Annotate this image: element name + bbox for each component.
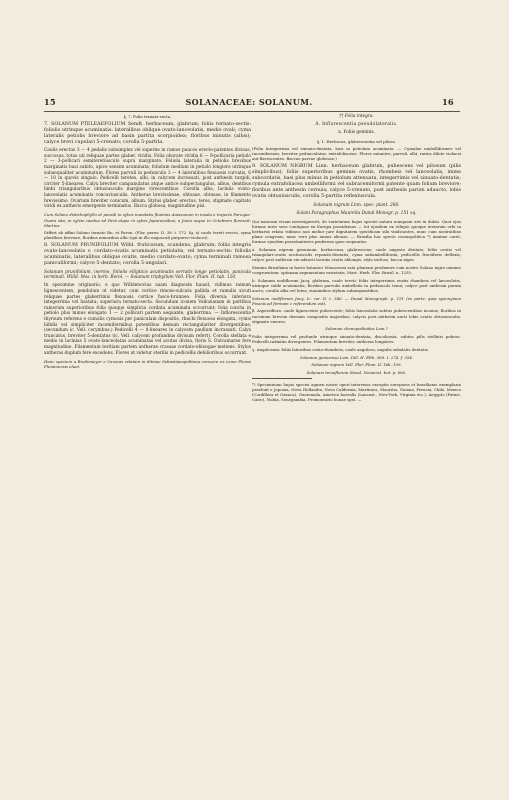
right-column-paragraph: a. Solanum nigrum genuinum: herbaceum, glabrescens; caule anguste dentato; foliis ovatis vel triangulari-ovatis acutiusculis repando-dentatis; cyma subumbelliformi, pedicellis fructiferis deflexis; calyce post anthesin vix adaucti laciniis ovatis oblongis; stylo incluso, bacca nigra. — [252, 247, 461, 263]
right-column-paragraph: Semina Brasiliana in horto botanico Monacensi sata plantam produxere cum nostro Solano nigro omnino congruentem: optimam argumentum varietatis. Mart. Herb. Flor. Brasil. n. 1255. — [252, 265, 461, 276]
right-column-paragraph: 9. SOLANUM NIGRUM Linn. herbaceum glabrum, pubescens vel pilosum (pilis simplicibus); foliis superioribus geminis ovatis, rhombeis vel lanceolatis, imme subcordatis, basi plus minus in petiolum attenuata, integerrimis vel sinuato-dentatis; cymula extrafoliacea umbelliformi vel subracemiformi patente quam folium breviore; floribus ante anthesin cernuis; calyce 5-crenato, post anthesin parum adaucto, lobis ovatis obtusiusculis, corolla 5-partita reflexiuscula. — [252, 164, 461, 200]
page-number-right: 16 — [442, 97, 454, 107]
right-column — [252, 114, 461, 405]
running-title: SOLANACEAE: SOLANUM. — [185, 97, 313, 107]
left-column-paragraph: Cum Solano distichophyllo et pensili in sylvis inundatis fluminis Amazonum in insula e trajecto Paroque-Guara sita; in sylvis caedua ad Pará atque in sylvis Japurensibus; a Junio usque in Octobrem florescit: Martius. — [44, 212, 251, 228]
right-column-paragraph: §. 1. Herbacea, glabrescentia vel pilosa. — [317, 138, 396, 144]
right-column-paragraph: γ. Angulosum: foliis latioribus ovato-rhombeis; caule anguloso, angulis subalatis dentatis. — [252, 346, 429, 352]
left-column — [44, 114, 251, 372]
left-column-paragraph: In specimine originario, e quo Willdenovius suam diagnosin hausit, vidimus ramum lignescentem, pendulum ut videtur, cum cortice rimoso-sulcata pallida et ramulis sicuti reliquae partes glaberrimis flexuosis cortice fusco-brunneo. Folia diversa: inferiora integerrima vel hastata; superiora ternato-secta. Secundum iconem Vellozianam in partibus ramorum superioribus folia quoque simplicia cordata acuminata occurrunt; folia concta in petiolo plus minus elongato 1 — 2 pollicari partem aequante, glaberrima. — Inflorescentia thyrsum referens e cumulis cymosis per paniculam dispositis, rhachi flexuosa elongata, cymis bifidis vel simpliciter racemiformibus potentibus demum rectangulariter divergentibus; (secundum ic. Vell. corymbus.) Pedicelli 4 — 8-lineares in calycem paullum incrassati. Calyx truncatus, breviter 5-dentatus (ic. Vell. calycem profundius divisum refert). Corolla stellata e medio in lacinias 5 ovato-lanceolatas acuminatas vel acutas divisa, floris S. Dulcamarae fere magnitudine. Filamentum teritiam partem antherae crassae cordato-oblongae metiens. Stylus antheras duplum fere excedens. Flores ut videtur sterilis in pedicellis debilioribus occurrunt. — [44, 283, 251, 356]
left-column-paragraph: Solanum prunifolium, inerme, foliolis ellipticis acuminatis serratis longe petiolatis, panicula terminali. Willd. Mss. in herb. Berol. — Solanum triphyllum Vell. Flor. Flum. II. tab. 120. — [44, 269, 251, 281]
left-column-paragraph: §. 7. Folia ternato-secta. — [123, 114, 172, 119]
running-header — [44, 97, 454, 111]
right-column-paragraph: b. Solanum nodiflorum Jacq. glabrum, caule tereti; foliis integerrimis ovatis rhombeis vel lanceolatis, utrinque valde acuminatis; floribus parvulis umbellatis in pedunculo tenui; calyce post anthesin parum aucto; corolla alba vel lutea, staminibus stylum subaequantibus. — [252, 277, 461, 293]
right-column-paragraph: Solanum chenopodioides Lam.? — [325, 326, 388, 332]
right-column-paragraph: Solanum guineense Lam. Dill. H. Elth. 369. t. 274. f. 354. — [299, 354, 414, 360]
footnote-rule — [252, 378, 312, 379]
right-column-paragraph: Solanum nodiflorum Jacq. Ic. rar. II. t. 346. — Dunal Monograph. p. 151 (ex parte, quia synonymon Pisonis ad formam c referendum est). — [252, 295, 461, 306]
right-column-paragraph: β. Aspersiflora: caule lignescente pubescente; foliis lanceolatis subtus pubescentibus incanis; floribus in racemum brevem densum compositis majoribus, calycis post anthesin aucti lobis ovatis obtusiusculis, stigmate emerso. — [252, 308, 461, 324]
right-column-paragraph: Solanum nigrum Linn. spec. plant. 266. — [313, 202, 400, 208]
left-column-paragraph: Differt ab affini Solano ternato Ru. et Pavon. (Flor. peruv. II. 38. t. 172. fg. a) caule tereti erecto, cyma pluriflora breviore, floribus minoribus albo (qui in illo majusculi purpureo-violacei). — [44, 230, 251, 241]
header-rule — [44, 111, 460, 112]
right-column-paragraph: Qui naturam vivam investigaverit, de varietatum hujus speciei natura nunquam erit in dubio. Quot ejus formae inter sese contiguae ex Europa possidemus — tot ejusdem ex reliquo quoque terrarum orbi in herbariis relata vidimus non melior jure dignitatem specificam sibi vindicantes, nunc cum nostratibus plane congruas, nunc vero plus minus alienas. — Brasilia hac specie cosmopolitica *) minime caret, formae ejusdem praestantiores proferens quae sequuntur. — [252, 219, 461, 245]
left-column-paragraph: Caulis erectus 3 — 4 pedalis subsimplex vel superne in ramos paucos erecto-patentes divisus, succosus, totus uti reliquae partes glaber, viridis. Folia oborate viridia 6 — 9-pollicaria petiolo 2 — 3-pollicari semiteretiusculo supra marginato. Foliola lateralia in petiolis brevibus marginatis basi subito, apice sensim acuminata; foliolum medium in petiolo longiore utrinque subaequaliter acuminatum. Flores parvuli in pedunculo 3 — 4 lateralibus flexuosis curvatis, 6 — 10 in quovis singulo. Pedicelli teretes, albi, in calycem incrassati, post anthesin turgidi, circiter 5-lineares. Calyx breviter campanulatus atque antice subpectangulus, albus, dentibus limbi triangularibus obtusiusculis margine virescentibus. Corolla alba, laciniis ovato-lanceolatis acuminatis concaviusculis. Antherae brevissimae, obtusae, obtusae, in filamento brevissimo. Ovarium breviter conicum, album. Stylus glaber, erectus, teres, stigmate capitato viridi ex antheris emergente terminatus. Bacca globosa, magnitudine pisi. — [44, 148, 251, 210]
right-column-paragraph: Folia integerrima vel profunde utrinque sinuato-dentata, discolorata, subtus pilis stellatis pubesc. Pedicelli radiatim divergentes. Filamentum breviter, antheras longiores. — [252, 334, 461, 345]
right-column-paragraph: †† Folia integra. — [339, 114, 374, 119]
right-column-paragraph: Solani Paragraphus Maurella Dunal Monogr. p. 151 sq. — [296, 210, 417, 216]
right-column-paragraph: A. Inflorescentia pseudolateralis. — [315, 122, 398, 128]
right-column-paragraph: Solanum nigrum Vell. Flor. Flum. II. Tab. 109. — [311, 362, 402, 368]
page-number-left: 15 — [44, 97, 56, 107]
left-column-paragraph: 8. SOLANUM PRUNIFOLIUM Willd. fruticosum, scandens, glabrum; foliis integris ovato-lanceolatis v. cordato-ovatis acuminatis petiolatis, vel ternato-sectis: foliolis acuminatis, lateralibus oblique ovatis, medio cordato-ovato; cyma terminali ramosa paniculiformi; calyce 5-dentato; corolla 5-angulari. — [44, 243, 251, 267]
right-column-paragraph: (Folia integerrima vel sinuato-dentata, basi in petiolum acuminata. — Cymulae umbelliformes vel racemiformes, breviter pedunculatae, extrafoliaceae. Flores nutantes, parvuli, albi, rarius dilute violacei aut flavescentes. Baccae parvae globosae.) — [252, 146, 461, 162]
left-column-paragraph: Hanc speciem a Bredemeyer e Caracas relatam in ditione Sebastianopolitana crescere ex icone Florae Fluminensis eluet. — [44, 358, 251, 369]
right-column-paragraph: Solanum tenuiflorum Steud. Nomencl. bot. p. 606. — [306, 369, 407, 375]
left-column-paragraph: 7. SOLANUM PTELEAEFOLIUM Sendt. herbaceum, glabrum; foliis ternato-sectis: foliolis utrinque acuminatis: lateralibus oblique ovato-lanceolatis, medio ovali; cyma lateralis petiolis breviore ad basin partita scorpioidea; floribus minutis (albis); calyce brevi cupulari 5-crenato; corolla 5-partita. — [44, 121, 251, 145]
right-column-paragraph: *) Speciminum hujus speciei agmen nostri operi intervisus exceptis europaeis et brasilianis exemplaria praebuit e Japonia, Nova Hollandia, Nova California, Martinica, Mauritio, Guiana, Peruvia, Chile, Mexico (Cordillera et Oaxaca), Guatemala, America borealis (Lancast., New-York, Virginia etc.), Aegypto (Fatme, Cairo), Nubia, Senegambia, Promontorio bonae spei. — — [252, 381, 461, 403]
right-column-paragraph: a. Foliis geminis. — [338, 130, 375, 136]
